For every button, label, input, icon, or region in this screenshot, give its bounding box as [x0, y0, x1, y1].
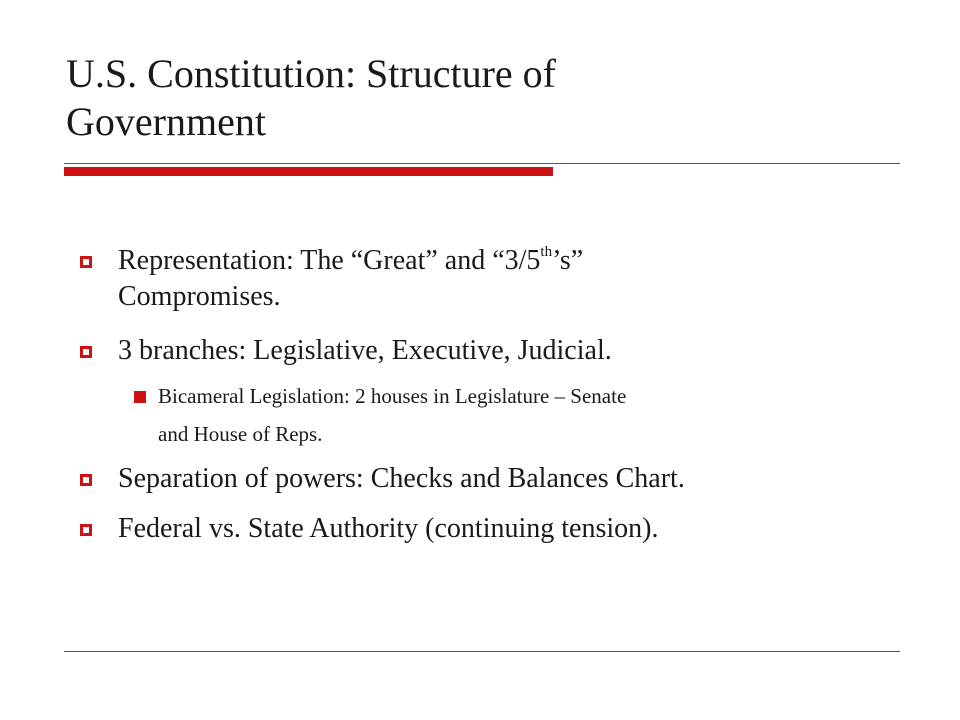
hollow-square-bullet-icon	[80, 524, 92, 536]
sub-bullet-text-continued: and House of Reps.	[158, 422, 323, 446]
bullet-text-continued: Compromises.	[118, 281, 281, 312]
bullet-text: Representation: The “Great” and “3/5th’s”	[118, 243, 584, 276]
hollow-square-bullet-icon	[80, 256, 92, 268]
sub-bullet-text: Bicameral Legislation: 2 houses in Legislature – Senate	[158, 384, 627, 408]
title-line-1: U.S. Constitution: Structure of	[66, 51, 556, 96]
filled-square-bullet-icon	[134, 391, 146, 403]
title-line-2: Government	[66, 99, 266, 144]
bullet-text: Separation of powers: Checks and Balances Chart.	[118, 463, 685, 494]
hollow-square-bullet-icon	[80, 346, 92, 358]
footer-divider	[64, 651, 900, 652]
bullet-text: Federal vs. State Authority (continuing tension).	[118, 513, 659, 544]
hollow-square-bullet-icon	[80, 474, 92, 486]
bullet-text: 3 branches: Legislative, Executive, Judicial.	[118, 335, 612, 366]
